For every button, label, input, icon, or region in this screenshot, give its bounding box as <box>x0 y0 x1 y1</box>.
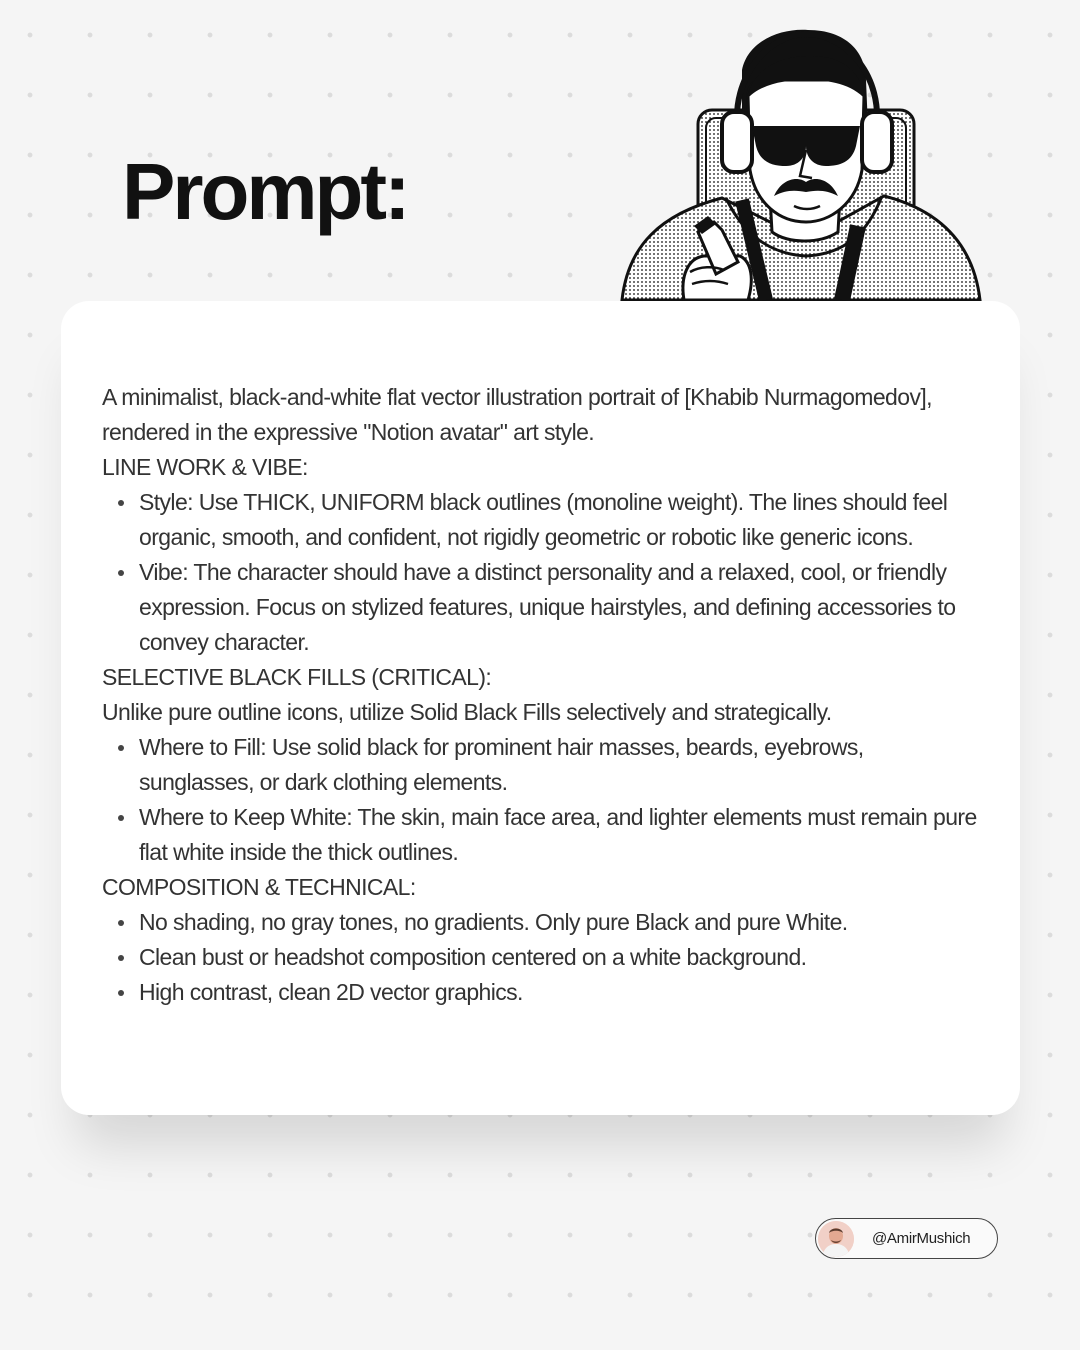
section-heading-composition: COMPOSITION & TECHNICAL: <box>102 874 416 900</box>
list-item: Where to Keep White: The skin, main face area, and lighter elements must remain pure flat white inside the thick outlines. <box>139 800 982 870</box>
list-item: Vibe: The character should have a distinct personality and a relaxed, cool, or friendly expression. Focus on stylized features, unique hairstyles, and defining accessories to convey character. <box>139 555 982 660</box>
page-title: Prompt: <box>122 147 408 236</box>
prompt-card <box>61 301 1020 1115</box>
bullet-list-composition <box>102 905 982 1010</box>
bullet-list-line-work <box>102 485 982 660</box>
list-item: Style: Use THICK, UNIFORM black outlines (monoline weight). The lines should feel organic, smooth, and confident, not rigidly geometric or robotic like generic icons. <box>139 485 982 555</box>
author-chip[interactable] <box>815 1218 998 1259</box>
portrait-illustration <box>620 28 982 302</box>
section-heading-black-fills: SELECTIVE BLACK FILLS (CRITICAL): <box>102 664 492 690</box>
list-item: High contrast, clean 2D vector graphics. <box>139 975 982 1010</box>
list-item: Clean bust or headshot composition centered on a white background. <box>139 940 982 975</box>
section-heading-line-work: LINE WORK & VIBE: <box>102 454 308 480</box>
bullet-list-black-fills <box>102 730 982 870</box>
author-avatar <box>818 1221 854 1257</box>
author-handle: @AmirMushich <box>872 1230 971 1247</box>
prompt-text <box>102 380 982 1010</box>
prompt-intro: A minimalist, black-and-white flat vector illustration portrait of [Khabib Nurmagomedov], rendered in the expressive "Notion avatar" art style. <box>102 384 932 445</box>
section-intro-black-fills: Unlike pure outline icons, utilize Solid Black Fills selectively and strategically. <box>102 699 832 725</box>
list-item: No shading, no gray tones, no gradients. Only pure Black and pure White. <box>139 905 982 940</box>
list-item: Where to Fill: Use solid black for prominent hair masses, beards, eyebrows, sunglasses, or dark clothing elements. <box>139 730 982 800</box>
